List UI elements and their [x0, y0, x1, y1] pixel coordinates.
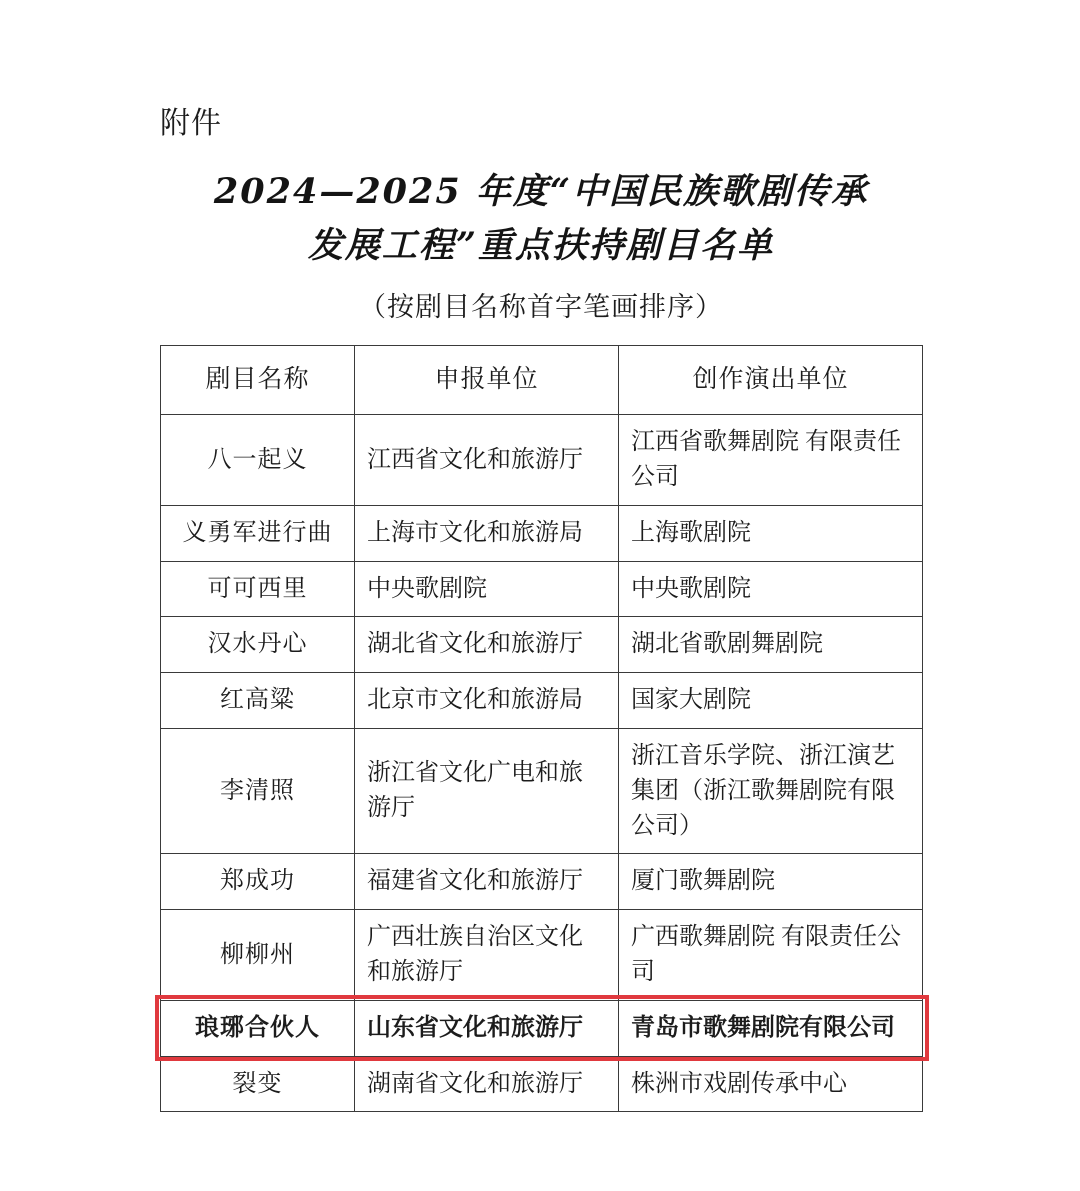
cell-producing-org: 株洲市戏剧传承中心 [619, 1056, 923, 1112]
table-header-row [161, 346, 923, 415]
cell-declaring-org: 湖北省文化和旅游厅 [355, 617, 619, 673]
cell-program-title: 柳柳州 [161, 910, 355, 1001]
cell-declaring-org: 浙江省文化广电和旅游厅 [355, 729, 619, 854]
page-title-line-2: 发展工程”重点扶持剧目名单 [307, 225, 775, 267]
cell-program-title: 红高粱 [161, 673, 355, 729]
cell-declaring-org: 中央歌剧院 [355, 561, 619, 617]
table-row [161, 561, 923, 617]
cell-declaring-org: 湖南省文化和旅游厅 [355, 1056, 619, 1112]
cell-producing-org: 江西省歌舞剧院 有限责任公司 [619, 415, 923, 506]
table-row [161, 415, 923, 506]
table-row [161, 910, 923, 1001]
table-row [161, 673, 923, 729]
cell-producing-org: 广西歌舞剧院 有限责任公司 [619, 910, 923, 1001]
cell-declaring-org: 上海市文化和旅游局 [355, 505, 619, 561]
attachment-label: 附件 [160, 107, 222, 140]
cell-producing-org: 国家大剧院 [619, 673, 923, 729]
cell-producing-org: 湖北省歌剧舞剧院 [619, 617, 923, 673]
cell-declaring-org: 福建省文化和旅游厅 [355, 854, 619, 910]
cell-producing-org: 中央歌剧院 [619, 561, 923, 617]
page-subtitle: （按剧目名称首字笔画排序） [359, 292, 723, 322]
program-list-table [160, 345, 923, 1112]
cell-declaring-org: 广西壮族自治区文化和旅游厅 [355, 910, 619, 1001]
page-title-line-1: 2024—2025 年度“中国民族歌剧传承 [213, 171, 869, 212]
cell-program-title: 八一起义 [161, 415, 355, 506]
table-row [161, 854, 923, 910]
cell-program-title: 汉水丹心 [161, 617, 355, 673]
cell-producing-org: 青岛市歌舞剧院有限公司 [619, 1000, 923, 1056]
column-header-producer: 创作演出单位 [619, 346, 923, 415]
column-header-title: 剧目名称 [161, 346, 355, 415]
cell-program-title: 琅琊合伙人 [161, 1000, 355, 1056]
cell-program-title: 裂变 [161, 1056, 355, 1112]
cell-declaring-org: 江西省文化和旅游厅 [355, 415, 619, 506]
table-row [161, 729, 923, 854]
cell-producing-org: 上海歌剧院 [619, 505, 923, 561]
cell-declaring-org: 山东省文化和旅游厅 [355, 1000, 619, 1056]
page-title [160, 165, 922, 274]
cell-program-title: 郑成功 [161, 854, 355, 910]
cell-program-title: 可可西里 [161, 561, 355, 617]
table-row [161, 505, 923, 561]
cell-producing-org: 浙江音乐学院、浙江演艺集团（浙江歌舞剧院有限公司） [619, 729, 923, 854]
table-row [161, 1056, 923, 1112]
table-row [161, 1000, 923, 1056]
cell-declaring-org: 北京市文化和旅游局 [355, 673, 619, 729]
cell-producing-org: 厦门歌舞剧院 [619, 854, 923, 910]
table-row [161, 617, 923, 673]
column-header-org: 申报单位 [355, 346, 619, 415]
table-body [161, 415, 923, 1112]
cell-program-title: 李清照 [161, 729, 355, 854]
cell-program-title: 义勇军进行曲 [161, 505, 355, 561]
